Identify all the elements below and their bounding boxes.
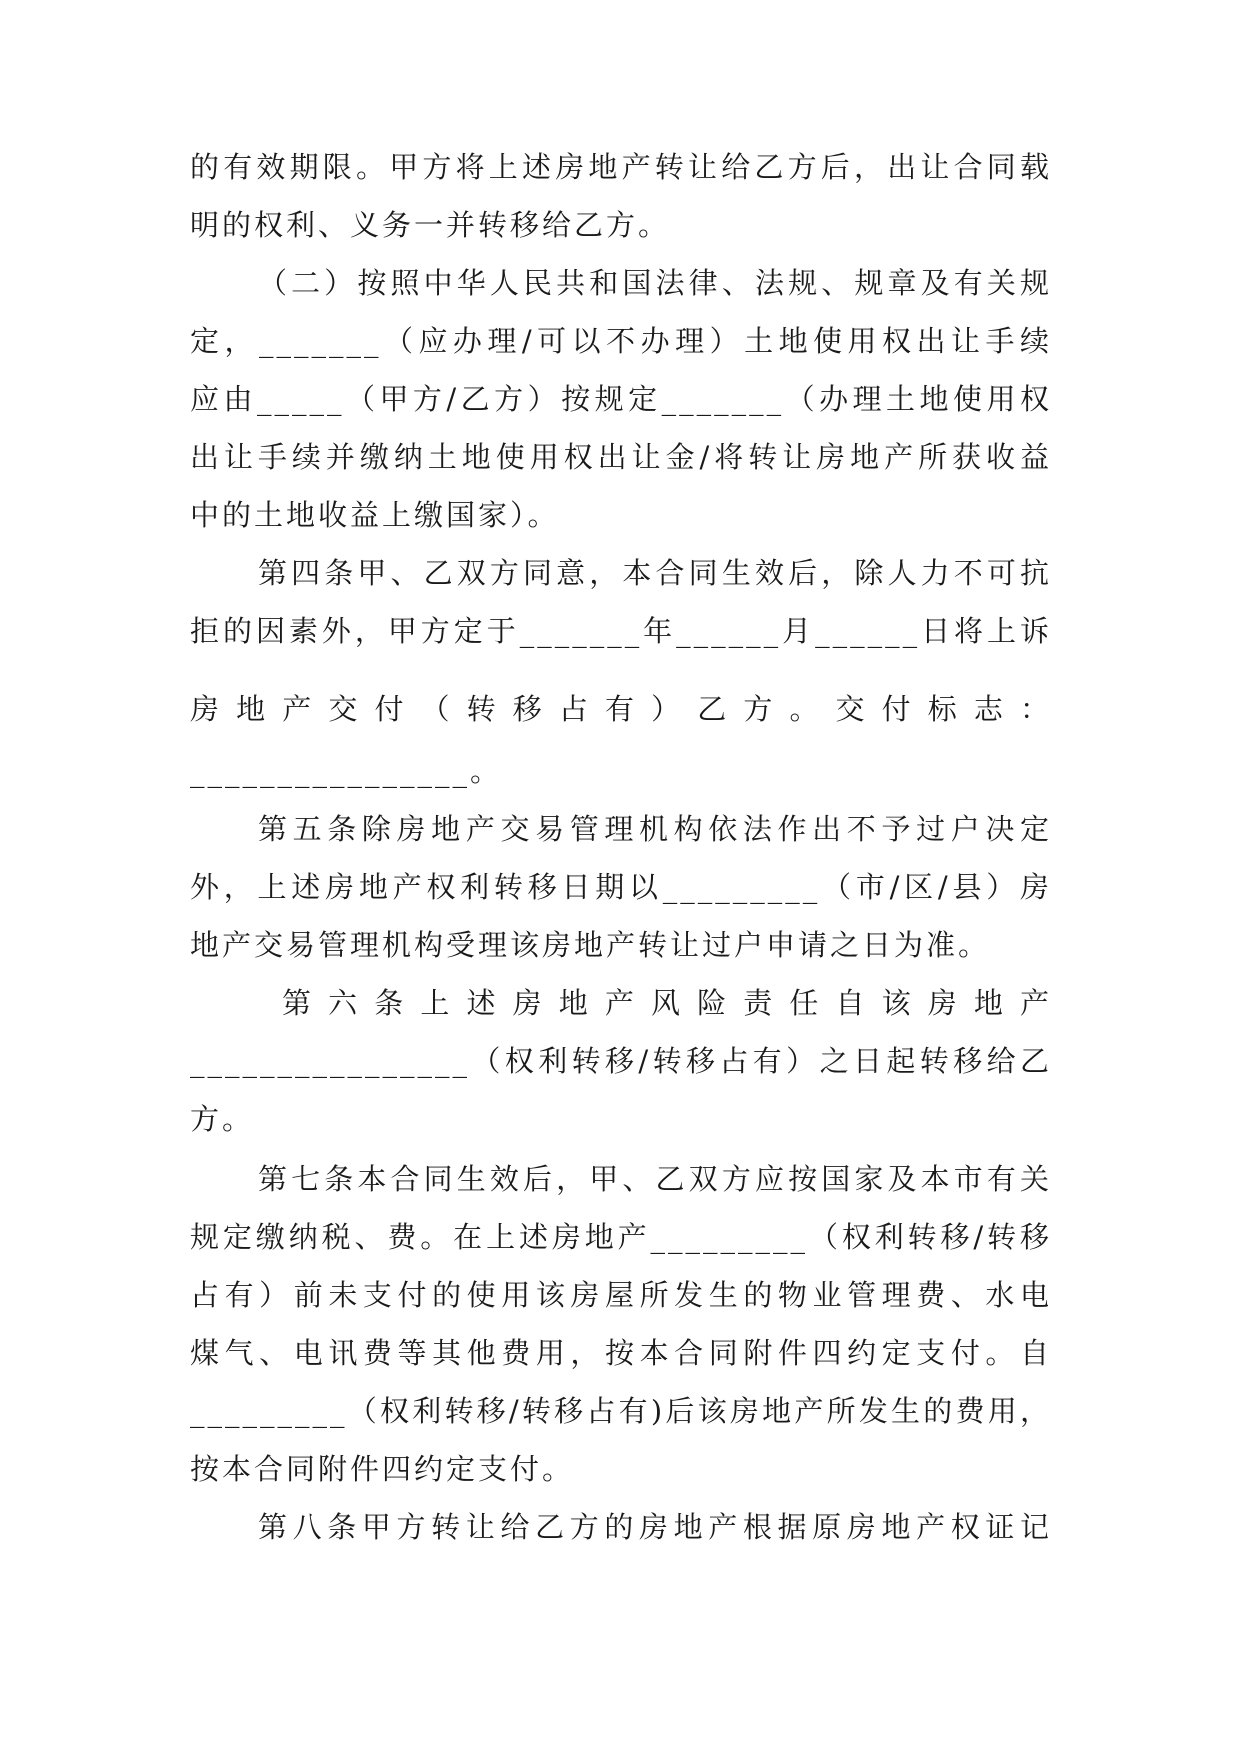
text-line: （二）按照中华人民共和国法律、法规、规章及有关规 xyxy=(258,266,1052,300)
text-line: 占有）前未支付的使用该房屋所发生的物业管理费、水电 xyxy=(190,1278,1052,1312)
text-line: 地产交易管理机构受理该房地产转让过户申请之日为准。 xyxy=(190,928,991,962)
text-line: 方。 xyxy=(190,1102,255,1136)
text-line: 规定缴纳税、费。在上述房地产_________（权利转移/转移 xyxy=(190,1220,1052,1254)
text-line: ________________。 xyxy=(190,754,503,788)
text-line: 煤气、电讯费等其他费用，按本合同附件四约定支付。自 xyxy=(190,1336,1052,1370)
text-line: ________________（权利转移/转移占有）之日起转移给乙 xyxy=(190,1044,1052,1078)
text-line: 外，上述房地产权利转移日期以_________（市/区/县）房 xyxy=(190,870,1052,904)
text-line: 按本合同附件四约定支付。 xyxy=(190,1452,575,1486)
text-line: 第四条甲、乙双方同意，本合同生效后，除人力不可抗 xyxy=(258,556,1052,590)
text-line: 第五条除房地产交易管理机构依法作出不予过户决定 xyxy=(258,812,1052,846)
text-line: 应由_____（甲方/乙方）按规定_______（办理土地使用权 xyxy=(190,382,1052,416)
text-line: 第七条本合同生效后，甲、乙双方应按国家及本市有关 xyxy=(258,1162,1052,1196)
text-line: 第 六 条 上 述 房 地 产 风 险 责 任 自 该 房 地 产 xyxy=(282,986,1052,1020)
text-line: 出让手续并缴纳土地使用权出让金/将转让房地产所获收益 xyxy=(190,440,1052,474)
text-line: _________（权利转移/转移占有)后该房地产所发生的费用， xyxy=(190,1394,1052,1428)
text-line: 中的土地收益上缴国家）。 xyxy=(190,498,560,532)
text-line: 的有效期限。甲方将上述房地产转让给乙方后，出让合同载 xyxy=(190,150,1052,184)
text-line: 明的权利、义务一并转移给乙方。 xyxy=(190,208,671,242)
text-line: 定，_______（应办理/可以不办理）土地使用权出让手续 xyxy=(190,324,1052,358)
text-line: 房 地 产 交 付 （ 转 移 占 有 ） 乙 方 。 交 付 标 志 ： xyxy=(190,692,1052,726)
text-line: 拒的因素外，甲方定于_______年______月______日将上诉 xyxy=(190,614,1052,648)
text-line: 第八条甲方转让给乙方的房地产根据原房地产权证记 xyxy=(258,1510,1052,1544)
